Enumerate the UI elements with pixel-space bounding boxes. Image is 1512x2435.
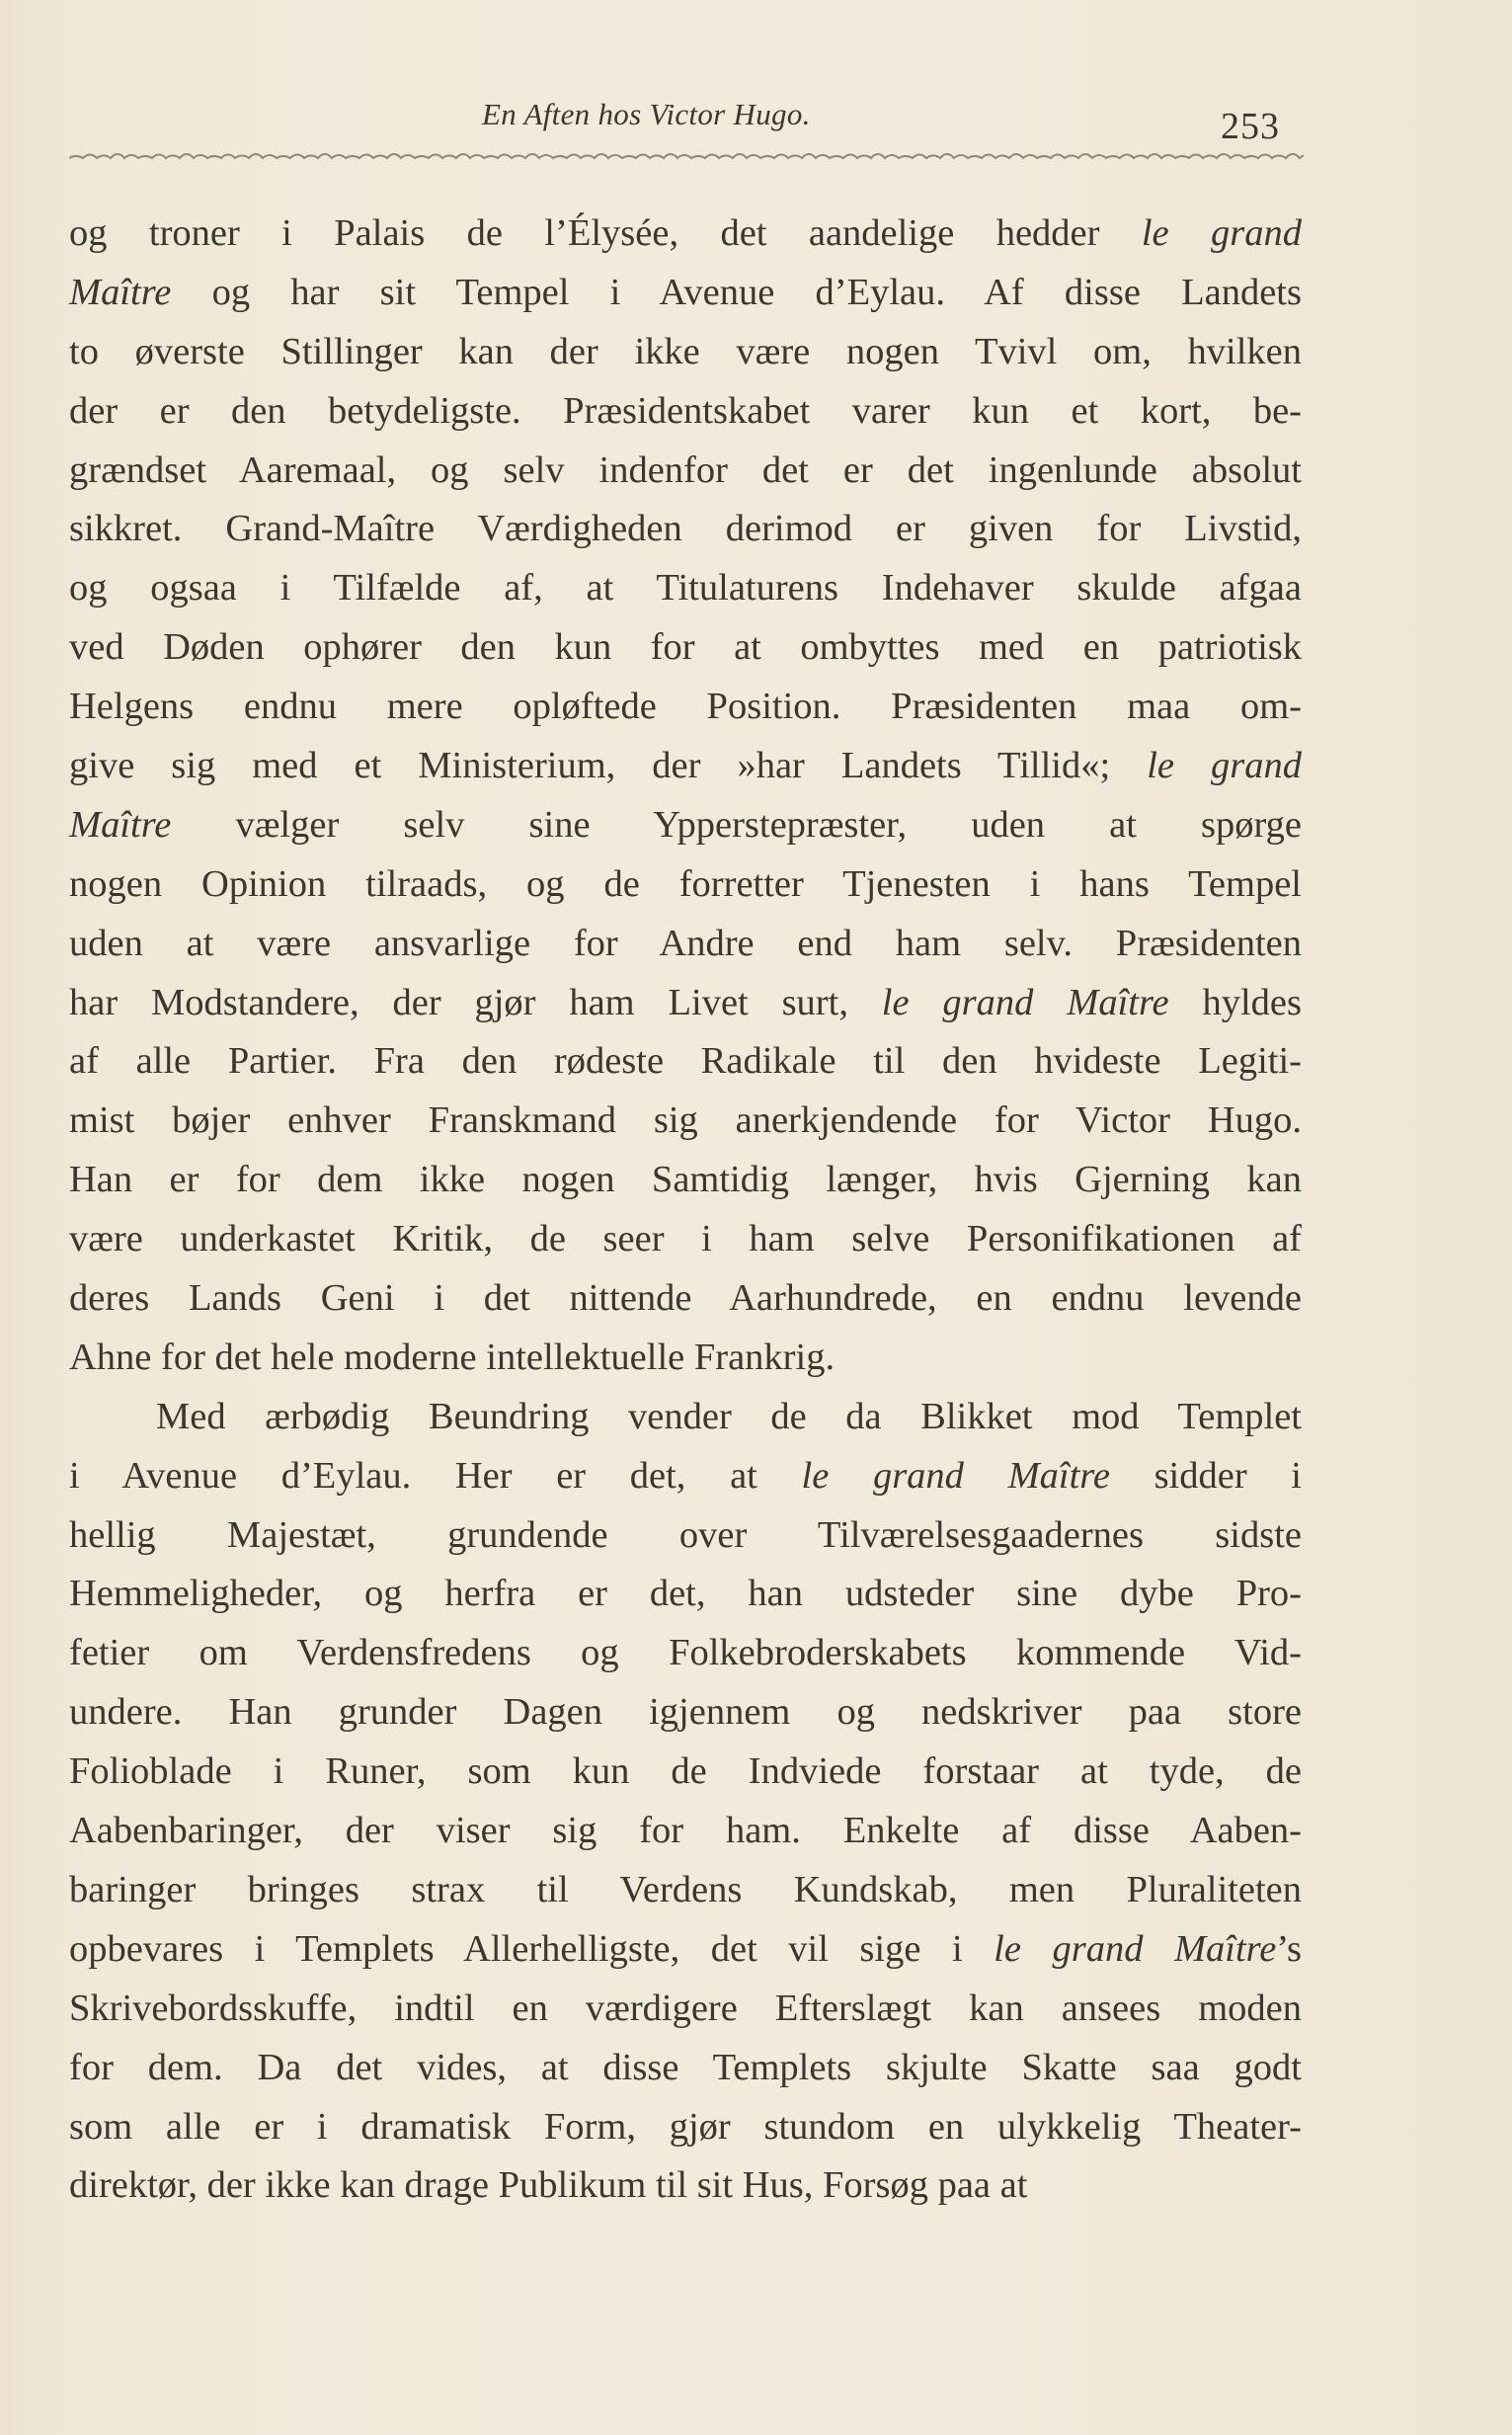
text-line: [69, 2039, 1302, 2098]
text-run: Folioblade i Runer, som kun de Indviede forstaar at tyde, de: [69, 1750, 1302, 1793]
text-run: Han er for dem ikke nogen Samtidig længer, hvis Gjerning kan: [69, 1159, 1302, 1201]
text-line: [69, 1743, 1302, 1802]
text-run: af alle Partier. Fra den rødeste Radikale til den hvideste Legiti-: [69, 1040, 1302, 1083]
text-run: og troner i Palais de l’Élysée, det aandelige hedder: [69, 212, 1142, 254]
text-line: [69, 1861, 1302, 1920]
text-line: [69, 1506, 1302, 1566]
text-line: [69, 1329, 1302, 1388]
text-run: Med ærbødig Beundring vender de da Blikket mod Templet: [156, 1395, 1302, 1437]
text-run: har Modstandere, der gjør ham Livet surt,: [69, 981, 882, 1023]
text-run: som alle er i dramatisk Form, gjør stundom en ulykkelig Theater-: [69, 2105, 1302, 2148]
text-line: [69, 796, 1302, 855]
text-run: ’s: [1276, 1927, 1303, 1970]
italic-text: le grand: [1147, 745, 1302, 787]
text-run: i Avenue d’Eylau. Her er det, at: [69, 1454, 802, 1497]
text-line: [69, 1032, 1302, 1092]
text-run: fetier om Verdensfredens og Folkebroderskabets kommende Vid-: [69, 1632, 1302, 1674]
text-run: og har sit Tempel i Avenue d’Eylau. Af disse Landets: [171, 271, 1302, 313]
text-run: Skrivebordsskuffe, indtil en værdigere Efterslægt kan ansees moden: [69, 1987, 1302, 2029]
text-run: grændset Aaremaal, og selv indenfor det er det ingenlunde absolut: [69, 448, 1302, 491]
paragraph: [69, 1388, 1302, 2216]
text-line: [69, 204, 1302, 264]
body-text: [69, 204, 1302, 2216]
italic-text: Maître: [69, 271, 172, 313]
italic-text: le grand Maître: [881, 981, 1169, 1023]
text-run: ved Døden ophører den kun for at ombyttes med en patriotisk: [69, 626, 1302, 669]
text-run: uden at være ansvarlige for Andre end ham selv. Præsidenten: [69, 922, 1302, 964]
text-line: [69, 1802, 1302, 1861]
paragraph: [69, 204, 1302, 1388]
text-run: hellig Majestæt, grundende over Tilværelsesgaadernes sidste: [69, 1513, 1302, 1556]
text-line: [69, 500, 1302, 559]
text-line: [69, 737, 1302, 796]
text-line: [69, 1565, 1302, 1624]
italic-text: le grand Maître: [801, 1454, 1110, 1497]
page-number: 253: [1221, 106, 1280, 147]
wavy-rule-ornament: [69, 146, 1304, 166]
text-run: Aabenbaringer, der viser sig for ham. Enkelte af disse Aaben-: [69, 1810, 1302, 1852]
text-line: [69, 264, 1302, 323]
text-run: baringer bringes strax til Verdens Kundskab, men Pluraliteten: [69, 1868, 1302, 1910]
text-line: [69, 1210, 1302, 1269]
text-line: [69, 1447, 1302, 1506]
text-line: [69, 559, 1302, 618]
text-run: vælger selv sine Ypperstepræster, uden at spørge: [171, 803, 1302, 846]
text-run: og ogsaa i Tilfælde af, at Titulaturens Indehaver skulde afgaa: [69, 567, 1302, 609]
text-run: sidder i: [1109, 1454, 1303, 1497]
text-line: [69, 1920, 1302, 1980]
text-line: [69, 1092, 1302, 1151]
text-line: [69, 442, 1302, 501]
text-run: direktør, der ikke kan drage Publikum til sit Hus, Forsøg paa at: [69, 2164, 1028, 2207]
text-run: sikkret. Grand-Maître Værdigheden derimod er given for Livstid,: [69, 508, 1302, 550]
text-run: give sig med et Ministerium, der »har Landets Tillid«;: [69, 745, 1148, 787]
text-line: [69, 1388, 1302, 1447]
text-run: mist bøjer enhver Franskmand sig anerkjendende for Victor Hugo.: [69, 1099, 1302, 1142]
text-line: [69, 1683, 1302, 1743]
italic-text: le grand: [1141, 212, 1302, 254]
text-run: nogen Opinion tilraads, og de forretter Tjenesten i hans Tempel: [69, 862, 1302, 905]
text-line: [69, 1980, 1302, 2039]
text-run: for dem. Da det vides, at disse Templets skjulte Skatte saa godt: [69, 2046, 1302, 2088]
italic-text: le grand Maître: [994, 1927, 1277, 1970]
text-run: undere. Han grunder Dagen igjennem og nedskriver paa store: [69, 1691, 1302, 1734]
text-line: [69, 323, 1302, 382]
text-line: [69, 2156, 1302, 2216]
text-run: opbevares i Templets Allerhelligste, det vil sige i: [69, 1927, 995, 1970]
text-line: [69, 1624, 1302, 1683]
text-run: være underkastet Kritik, de seer i ham selve Personifikationen af: [69, 1218, 1302, 1260]
text-line: [69, 855, 1302, 915]
text-line: [69, 382, 1302, 442]
text-run: hyldes: [1168, 981, 1302, 1023]
text-run: Hemmeligheder, og herfra er det, han udsteder sine dybe Pro-: [69, 1573, 1302, 1615]
text-run: Ahne for det hele moderne intellektuelle Frankrig.: [69, 1336, 836, 1378]
text-run: der er den betydeligste. Præsidentskabet varer kun et kort, be-: [69, 389, 1302, 432]
text-run: deres Lands Geni i det nittende Aarhundrede, en endnu levende: [69, 1277, 1302, 1320]
text-line: [69, 915, 1302, 974]
text-run: Helgens endnu mere opløftede Position. Præsidenten maa om-: [69, 686, 1302, 728]
text-line: [69, 2098, 1302, 2157]
text-line: [69, 974, 1302, 1033]
italic-text: Maître: [69, 803, 172, 846]
text-line: [69, 678, 1302, 737]
text-run: to øverste Stillinger kan der ikke være nogen Tvivl om, hvilken: [69, 330, 1302, 372]
text-line: [69, 618, 1302, 678]
text-line: [69, 1151, 1302, 1210]
text-line: [69, 1269, 1302, 1329]
running-title: En Aften hos Victor Hugo.: [482, 97, 811, 131]
